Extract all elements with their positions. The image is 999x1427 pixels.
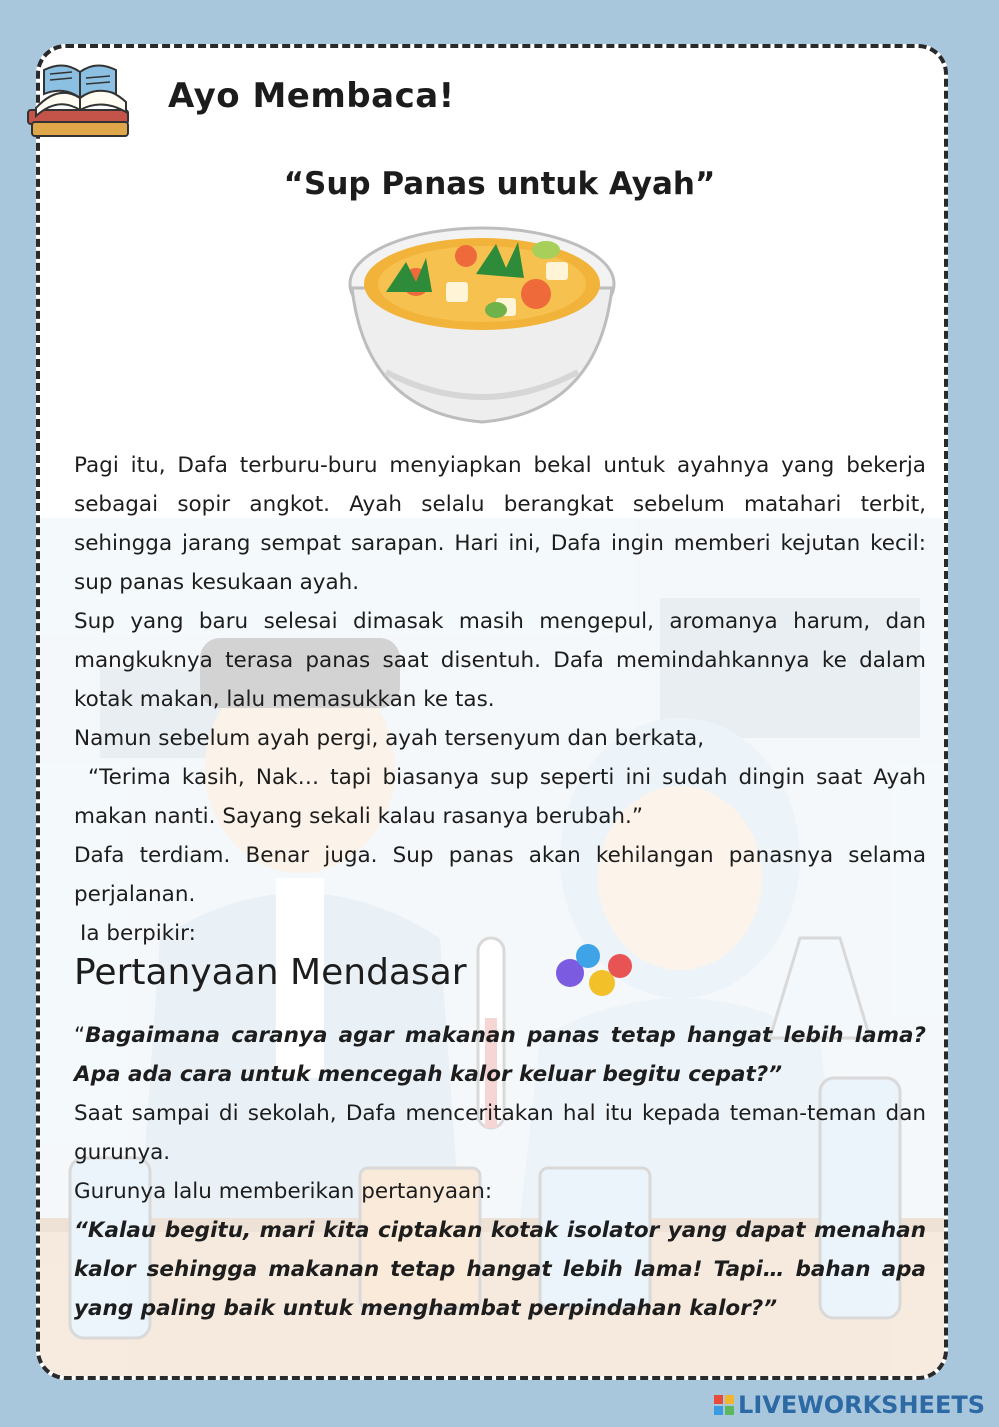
open-book-icon	[24, 58, 134, 142]
section-paragraph: Gurunya lalu memberikan pertanyaan:	[74, 1179, 493, 1204]
section-paragraph: Saat sampai di sekolah, Dafa menceritakan hal itu kepada teman-teman dan gurunya.	[74, 1101, 926, 1165]
story-quote: “Terima kasih, Nak… tapi biasanya sup seperti ini sudah dingin saat Ayah makan nanti. Sayang sekali kalau rasanya berubah.”	[74, 765, 926, 829]
logo-text: LIVEWORKSHEETS	[738, 1391, 985, 1419]
soup-bowl-image	[346, 222, 618, 427]
logo-squares-icon	[714, 1395, 734, 1415]
liveworksheets-logo[interactable]	[714, 1391, 985, 1419]
section-heading: Pertanyaan Mendasar	[74, 952, 467, 993]
section-body	[74, 1016, 926, 1328]
story-paragraph: Namun sebelum ayah pergi, ayah tersenyum dan berkata,	[74, 726, 705, 751]
teacher-question: “Kalau begitu, mari kita ciptakan kotak isolator yang dapat menahan kalor sehingga makanan tetap hangat lebih lama! Tapi… bahan apa yang paling baik untuk menghambat perpindahan kalor?”	[74, 1218, 926, 1321]
essential-question	[74, 1016, 926, 1094]
question-open-quote: “	[74, 1023, 86, 1048]
story-title: “Sup Panas untuk Ayah”	[283, 166, 716, 202]
header-title: Ayo Membaca!	[168, 76, 455, 116]
story-paragraph: Sup yang baru selesai dimasak masih mengepul, aromanya harum, dan mangkuknya terasa panas saat disentuh. Dafa memindahkannya ke dalam kotak makan, lalu memasukkan ke tas.	[74, 609, 926, 712]
story-paragraph: Dafa terdiam. Benar juga. Sup panas akan kehilangan panasnya selama perjalanan.	[74, 843, 926, 907]
story-paragraph: Pagi itu, Dafa terburu-buru menyiapkan bekal untuk ayahnya yang bekerja sebagai sopir angkot. Ayah selalu berangkat sebelum matahari terbit, sehingga jarang sempat sarapan. Hari ini, Dafa ingin memberi kejutan kecil: sup panas kesukaan ayah.	[74, 453, 926, 595]
story-paragraph: Ia berpikir:	[80, 921, 196, 946]
essential-question-text: Bagaimana caranya agar makanan panas tetap hangat lebih lama? Apa ada cara untuk mencegah kalor keluar begitu cepat?”	[74, 1023, 926, 1087]
story-body	[74, 446, 926, 953]
